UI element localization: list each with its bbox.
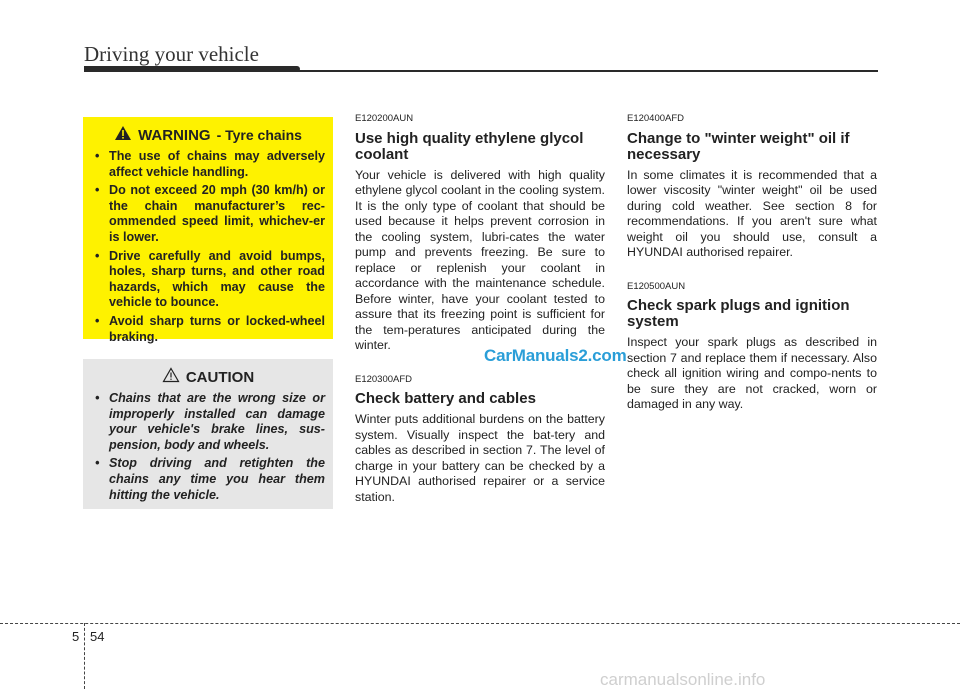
- caution-heading: [91, 367, 325, 387]
- header-rule: [84, 70, 878, 72]
- section-title: Check spark plugs and ignition system: [627, 297, 850, 330]
- footer-site-watermark: carmanualsonline.info: [600, 670, 766, 689]
- chapter-number: 5: [72, 629, 80, 644]
- footer-rule: [0, 623, 960, 624]
- warning-item: • Avoid sharp turns or locked-wheel braking.: [91, 314, 325, 345]
- caution-item: • Stop driving and retighten the chains any time you hear them hitting the vehicle.: [91, 456, 325, 503]
- warning-triangle-icon: [114, 125, 132, 145]
- text-column-right: [627, 111, 877, 431]
- caution-triangle-icon: [162, 367, 180, 387]
- section-body: In some climates it is recommended that a lower viscosity "winter weight" oil be used during cold weather. See section 8 for recommendations. If you aren't sure what weight oil you should use, consult a HYUNDAI authorised repairer.: [627, 167, 877, 259]
- caution-box: [83, 359, 333, 509]
- caution-list: [91, 391, 325, 503]
- warning-list: [91, 149, 325, 345]
- warning-heading: [91, 125, 325, 145]
- warning-item: • Drive carefully and avoid bumps, holes, sharp turns, and other road hazards, which may cause the vehicle to bounce.: [91, 249, 325, 311]
- section-code: E120300AFD: [355, 373, 413, 385]
- section-code: E120200AUN: [355, 113, 414, 124]
- section-body: Winter puts additional burdens on the battery system. Visually inspect the bat-tery and cables as described in section 7. The level of charge in your battery can be checked by a HYUNDAI authorised repairer or a service station.: [355, 412, 605, 504]
- section-code: E120500AUN: [627, 280, 686, 292]
- section-body: Inspect your spark plugs as described in section 7 and replace them if necessary. Also check all ignition wiring and compo-nents to be sure they are not cracked, worn or damaged in any way.: [627, 335, 877, 411]
- warning-subtitle: - Tyre chains: [216, 127, 302, 143]
- section-body: Your vehicle is delivered with high quality ethylene glycol coolant in the cooling system. It is the only type of coolant that should be used because it helps prevent corrosion in the cooling system, lubri-cates the water pump and prevents freezing. Be sure to replace or replenish your coolant in accordance with the maintenance schedule. Before winter, have your coolant tested to assure that its freezing point is sufficient for the tem-peratures anticipated during the winter.: [355, 167, 605, 352]
- page-header-title: Driving your vehicle: [84, 42, 259, 66]
- watermark-link[interactable]: CarManuals2.com: [484, 346, 627, 365]
- footer-vertical-rule: [84, 623, 85, 689]
- section-title: Use high quality ethylene glycol coolant: [355, 129, 584, 163]
- section-title: Change to "winter weight" oil if necessary: [627, 129, 850, 163]
- page-number: 54: [90, 629, 105, 644]
- warning-box: [83, 117, 333, 344]
- text-column-middle: [355, 111, 605, 523]
- caution-label: CAUTION: [185, 368, 255, 386]
- caution-item: • Chains that are the wrong size or improperly installed can damage your vehicle's brake lines, sus-pension, body and wheels.: [91, 391, 325, 453]
- warning-item: • Do not exceed 20 mph (30 km/h) or the chain manufacturer’s rec-ommended speed limit, whichev-er is lower.: [91, 183, 325, 245]
- warning-item: • The use of chains may adversely affect vehicle handling.: [91, 149, 325, 180]
- section-code: E120400AFD: [627, 113, 685, 124]
- warning-label: WARNING: [138, 126, 211, 144]
- section-title: Check battery and cables: [355, 390, 536, 407]
